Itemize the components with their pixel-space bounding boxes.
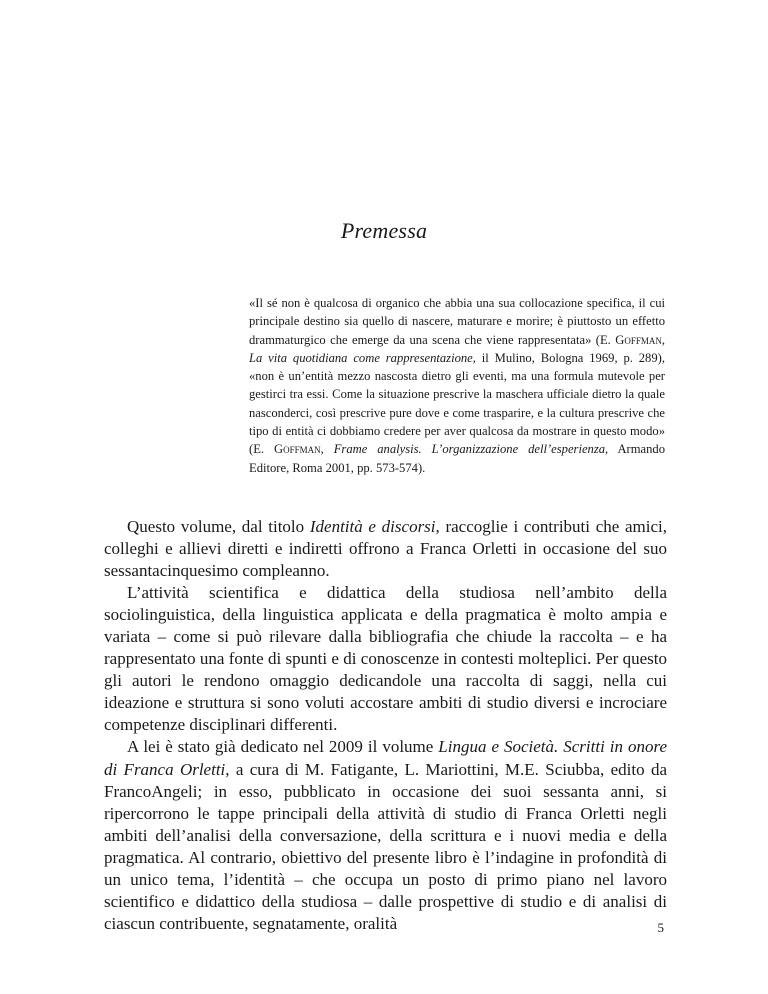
- epigraph-author-2: Goffman: [274, 442, 321, 457]
- page-number: 5: [657, 920, 664, 935]
- epigraph-separator-1: ,: [661, 332, 665, 347]
- epigraph-book-title-2: Frame analysis. L’organizzazione dell’esperienza: [333, 442, 606, 457]
- paragraph-2: L’attività scientifica e didattica della studiosa nell’ambito della sociolinguistica, della linguistica applicata e della pragmatica è molto ampia e variata – come si può rilevare dalla bibliografia che chiude la raccolta – e ha rappresentato una fonte di spunti e di conoscenze in contesti molteplici. Per questo gli autori le rendono omaggio dedicandole una raccolta di saggi, nella cui ideazione e struttura si sono voluti accostare ambiti di studio diversi e incrociare competenze disciplinari differenti.: [104, 583, 667, 735]
- paragraph-1-text-b: , raccoglie i contributi che amici, colleghi e allievi diretti e indiretti offrono a Franca Orletti in occasione del suo sessantacinquesimo compleanno.: [104, 517, 667, 581]
- paragraph-3: [104, 736, 667, 934]
- page-title: Premessa: [340, 218, 428, 243]
- epigraph-book-title-1: La vita quotidiana come rappresentazione: [249, 350, 473, 365]
- epigraph-text-1: «Il sé non è qualcosa di organico che abbia una sua collocazione specifica, il cui principale destino sia quello di nascere, maturare e morire; è piuttosto un effetto drammaturgico che emerge da una scena che viene rappresentata» (E.: [249, 296, 665, 347]
- epigraph-author-1: Goffman: [615, 332, 662, 347]
- body-text: [104, 516, 667, 935]
- paragraph-3-text-a: A lei è stato già dedicato nel 2009 il volume: [127, 737, 439, 757]
- paragraph-3-book-title: Lingua e Società. Scritti in onore di Franca Orletti: [104, 737, 667, 779]
- paragraph-3-text-b: , a cura di M. Fatigante, L. Mariottini, M.E. Sciubba, edito da FrancoAngeli; in esso, pubblicato in occasione dei suoi sessanta anni, si ripercorrono le tappe principali della attività di studio di Franca Orletti negli ambiti dell’analisi della conversazione, della scrittura e i nuovi media e della pragmatica. Al contrario, obiettivo del presente libro è l’indagine in profondità di un unico tema, l’identità – che occupa un posto di primo piano nel lavoro scientifico e didattico della studiosa – dalle prospettive di studio e di analisi di ciascun contribuente, segnatamente, oralità: [104, 759, 667, 933]
- paragraph-1-book-title: Identità e discorsi: [309, 517, 436, 536]
- paragraph-1: [104, 516, 667, 582]
- epigraph-text-2: , il Mulino, Bologna 1969, p. 289), «non è un’entità mezzo nascosta dietro gli eventi, ma una formula mutevole per gestirci tra essi. Come la situazione prescrive la maschera ufficiale dietro la quale nasconderci, così prescrive pure dove e come trasparire, e la cultura prescrive che tipo di entità ci dobbiamo credere per aver qualcosa da mostrare in questo modo» (E.: [249, 350, 665, 457]
- paragraph-1-text-a: Questo volume, dal titolo: [127, 517, 310, 536]
- epigraph-quote: [249, 294, 665, 477]
- epigraph-text-3: , Armando Editore, Roma 2001, pp. 573-574).: [249, 442, 666, 475]
- epigraph-separator-2: ,: [320, 442, 334, 457]
